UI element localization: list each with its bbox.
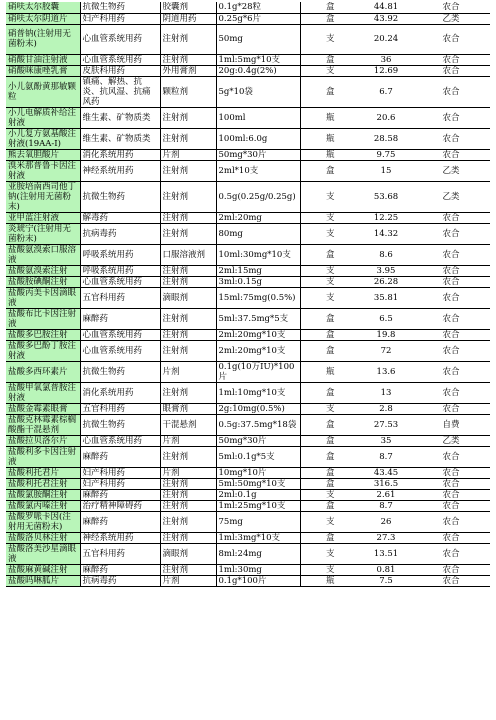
insurance-type-cell: 农合 — [442, 564, 460, 575]
drug-name-cell: 盐酸甲氧氯普胺注射液 — [6, 382, 80, 403]
category-cell: 麻醉药 — [80, 446, 160, 467]
insurance-type-cell: 农合 — [442, 500, 460, 511]
specification-cell: 1ml:10mg*10支 — [216, 382, 300, 403]
dosage-form-cell: 注射剂 — [160, 223, 216, 244]
insurance-type-cell: 农合 — [442, 2, 460, 13]
specification-cell: 1ml:30mg — [216, 564, 300, 575]
price-cell: 13.6 — [376, 366, 396, 377]
insurance-type-cell: 乙类 — [442, 13, 460, 24]
category-cell: 抗微生物药 — [80, 361, 160, 382]
insurance-type-cell: 农合 — [442, 467, 460, 478]
unit-cell: 支 — [325, 489, 335, 500]
drug-name-cell: 盐酸吗啉胍片 — [6, 575, 80, 586]
unit-cell: 盒 — [325, 478, 335, 489]
unit-cell: 盒 — [325, 419, 335, 430]
category-cell: 神经系统用药 — [80, 160, 160, 181]
table-row — [6, 128, 490, 149]
insurance-type-cell: 农合 — [442, 54, 460, 65]
drug-name-cell: 硝酸甘油注射液 — [6, 54, 80, 65]
price-cell: 36 — [380, 54, 392, 65]
dosage-form-cell: 注射剂 — [160, 276, 216, 287]
specification-cell: 8ml:24mg — [216, 543, 300, 564]
table-row — [6, 308, 490, 329]
price-cell: 20.24 — [373, 34, 399, 44]
table-row — [6, 54, 490, 65]
table-row — [6, 500, 490, 511]
insurance-type-cell: 农合 — [442, 212, 460, 223]
specification-cell: 2ml:0.1g — [216, 489, 300, 500]
category-cell: 抗微生物药 — [80, 414, 160, 435]
unit-cell: 支 — [325, 228, 335, 239]
insurance-type-cell: 农合 — [442, 403, 460, 414]
table-row — [6, 107, 490, 128]
unit-cell: 盒 — [325, 435, 335, 446]
specification-cell: 2ml:20mg*10支 — [216, 329, 300, 340]
dosage-form-cell: 片剂 — [160, 361, 216, 382]
dosage-form-cell: 注射剂 — [160, 128, 216, 149]
insurance-type-cell: 乙类 — [442, 165, 460, 176]
unit-cell: 支 — [325, 212, 335, 223]
insurance-type-cell: 农合 — [442, 387, 460, 398]
drug-name-cell: 熊去氧胆酸片 — [6, 149, 80, 160]
dosage-form-cell: 阴道用药 — [160, 13, 216, 24]
price-cell: 26 — [380, 516, 392, 527]
insurance-type-cell: 农合 — [442, 345, 460, 356]
table-row — [6, 149, 490, 160]
drug-name-cell: 亚胺培南西司他丁钠(注射用无菌粉末) — [6, 181, 80, 212]
unit-cell: 支 — [325, 265, 335, 276]
insurance-type-cell: 乙类 — [442, 191, 460, 202]
drug-name-cell: 盐酸胺碘酮注射 — [6, 276, 80, 287]
table-row — [6, 435, 490, 446]
table-row — [6, 65, 490, 76]
drug-name-cell: 盐酸氯胺酮注射 — [6, 489, 80, 500]
specification-cell: 100ml:6.0g — [216, 128, 300, 149]
specification-cell: 2ml:20mg — [216, 212, 300, 223]
category-cell: 抗微生物药 — [80, 2, 160, 13]
table-row — [6, 489, 490, 500]
dosage-form-cell: 注射剂 — [160, 511, 216, 532]
unit-cell: 支 — [325, 564, 335, 575]
table-row — [6, 2, 490, 13]
unit-cell: 盒 — [325, 165, 335, 176]
dosage-form-cell: 颗粒剂 — [160, 76, 216, 107]
insurance-type-cell: 农合 — [442, 112, 460, 123]
drug-name-cell: 溴米那普鲁卡因注射液 — [6, 160, 80, 181]
unit-cell: 盒 — [325, 500, 335, 511]
specification-cell: 50mg*30片 — [216, 149, 300, 160]
specification-cell: 100ml — [216, 107, 300, 128]
table-row — [6, 181, 490, 212]
table-row — [6, 511, 490, 532]
unit-cell: 盒 — [325, 54, 335, 65]
drug-name-cell: 盐酸氨溴索口服溶液 — [6, 244, 80, 265]
insurance-type-cell: 农合 — [442, 575, 460, 586]
category-cell: 皮肤科用药 — [80, 65, 160, 76]
dosage-form-cell: 注射剂 — [160, 160, 216, 181]
insurance-type-cell: 农合 — [442, 313, 460, 324]
specification-cell: 2ml:15mg — [216, 265, 300, 276]
drug-name-cell: 盐酸洛贝林注射 — [6, 532, 80, 543]
table-row — [6, 212, 490, 223]
specification-cell: 0.1g*100片 — [216, 575, 300, 586]
insurance-type-cell: 农合 — [442, 516, 460, 527]
insurance-type-cell: 农合 — [442, 478, 460, 489]
price-cell: 316.5 — [373, 478, 399, 489]
specification-cell: 1ml:5mg*10支 — [216, 54, 300, 65]
category-cell: 神经系统用药 — [80, 532, 160, 543]
specification-cell: 1ml:25mg*10支 — [216, 500, 300, 511]
table-row — [6, 414, 490, 435]
price-cell: 26.28 — [373, 276, 399, 287]
price-cell: 35.81 — [373, 292, 399, 303]
specification-cell: 0.25g*6片 — [216, 13, 300, 24]
unit-cell: 盒 — [325, 532, 335, 543]
drug-name-cell: 盐酸氯丙嗪注射 — [6, 500, 80, 511]
dosage-form-cell: 片剂 — [160, 467, 216, 478]
insurance-type-cell: 农合 — [442, 249, 460, 260]
table-row — [6, 287, 490, 308]
table-row — [6, 76, 490, 107]
dosage-form-cell: 注射剂 — [160, 181, 216, 212]
insurance-type-cell: 农合 — [442, 489, 460, 500]
unit-cell: 盒 — [325, 13, 335, 24]
dosage-form-cell: 注射剂 — [160, 308, 216, 329]
unit-cell: 盒 — [325, 313, 335, 324]
price-cell: 9.75 — [376, 149, 396, 160]
price-cell: 28.58 — [373, 133, 399, 144]
insurance-type-cell: 农合 — [442, 228, 460, 239]
category-cell: 抗病毒药 — [80, 223, 160, 244]
price-cell: 27.53 — [373, 419, 399, 430]
category-cell: 抗微生物药 — [80, 181, 160, 212]
price-cell: 14.32 — [373, 228, 399, 239]
insurance-type-cell: 乙类 — [442, 435, 460, 446]
insurance-type-cell: 自费 — [442, 419, 460, 430]
drug-name-cell: 盐酸多西环素片 — [6, 361, 80, 382]
specification-cell: 5ml:37.5mg*5支 — [216, 308, 300, 329]
price-cell: 8.7 — [379, 500, 393, 511]
unit-cell: 支 — [325, 34, 335, 44]
specification-cell: 50mg — [216, 24, 300, 54]
drug-name-cell: 硝呋太尔胶囊 — [6, 2, 80, 13]
price-cell: 43.92 — [373, 13, 399, 24]
table-row — [6, 382, 490, 403]
category-cell: 妇产科用药 — [80, 467, 160, 478]
insurance-type-cell: 农合 — [442, 329, 460, 340]
category-cell: 镇痛、解热、抗炎、抗风湿、抗痛风药 — [80, 76, 160, 107]
insurance-type-cell: 农合 — [442, 548, 460, 559]
unit-cell: 盒 — [325, 2, 335, 13]
category-cell: 麻醉药 — [80, 308, 160, 329]
category-cell: 五官科用药 — [80, 403, 160, 414]
table-row — [6, 265, 490, 276]
category-cell: 心血管系统用药 — [80, 54, 160, 65]
drug-name-cell: 盐酸麻黄碱注射 — [6, 564, 80, 575]
drug-name-cell: 盐酸多巴胺注射 — [6, 329, 80, 340]
price-cell: 15 — [380, 165, 392, 176]
drug-name-cell: 盐酸罗哌卡因(注射用无菌粉末) — [6, 511, 80, 532]
unit-cell: 瓶 — [325, 112, 335, 123]
dosage-form-cell: 注射剂 — [160, 212, 216, 223]
drug-name-cell: 盐酸丙美卡因滴眼液 — [6, 287, 80, 308]
unit-cell: 支 — [325, 191, 335, 202]
price-cell: 8.7 — [379, 451, 393, 462]
specification-cell: 0.1g(10万IU)*100片 — [216, 361, 300, 382]
price-cell: 27.3 — [376, 532, 396, 543]
specification-cell: 0.1g*28粒 — [216, 2, 300, 13]
category-cell: 五官科用药 — [80, 287, 160, 308]
dosage-form-cell: 注射剂 — [160, 500, 216, 511]
table-row — [6, 13, 490, 24]
drug-name-cell: 盐酸拉贝洛尔片 — [6, 435, 80, 446]
price-cell: 7.5 — [379, 575, 393, 586]
table-body — [6, 2, 490, 586]
category-cell: 麻醉药 — [80, 489, 160, 500]
price-cell: 3.95 — [376, 265, 396, 276]
table-row — [6, 403, 490, 414]
drug-name-cell: 盐酸利多卡因注射液 — [6, 446, 80, 467]
specification-cell: 5ml:0.1g*5支 — [216, 446, 300, 467]
drug-name-cell: 亚甲蓝注射液 — [6, 212, 80, 223]
specification-cell: 5g*10袋 — [216, 76, 300, 107]
category-cell: 心血管系统用药 — [80, 24, 160, 54]
category-cell: 消化系统用药 — [80, 149, 160, 160]
drug-name-cell: 硝酸咪康唑乳膏 — [6, 65, 80, 76]
dosage-form-cell: 注射剂 — [160, 329, 216, 340]
unit-cell: 盒 — [325, 451, 335, 462]
drug-name-cell: 盐酸利托君片 — [6, 467, 80, 478]
dosage-form-cell: 滴眼剂 — [160, 543, 216, 564]
specification-cell: 10ml:30mg*10支 — [216, 244, 300, 265]
dosage-form-cell: 胶囊剂 — [160, 2, 216, 13]
price-cell: 12.25 — [373, 212, 399, 223]
category-cell: 抗病毒药 — [80, 575, 160, 586]
specification-cell: 50mg*30片 — [216, 435, 300, 446]
price-cell: 13 — [380, 387, 392, 398]
unit-cell: 支 — [325, 403, 335, 414]
insurance-type-cell: 农合 — [442, 149, 460, 160]
dosage-form-cell: 注射剂 — [160, 564, 216, 575]
specification-cell: 80mg — [216, 223, 300, 244]
unit-cell: 瓶 — [325, 149, 335, 160]
price-cell: 8.6 — [379, 249, 393, 260]
insurance-type-cell: 农合 — [442, 34, 460, 44]
table-row — [6, 478, 490, 489]
specification-cell: 15ml:75mg(0.5%) — [216, 287, 300, 308]
table-row — [6, 361, 490, 382]
dosage-form-cell: 片剂 — [160, 575, 216, 586]
table-row — [6, 223, 490, 244]
insurance-type-cell: 农合 — [442, 133, 460, 144]
table-row — [6, 564, 490, 575]
drug-name-cell: 盐酸氨溴索注射 — [6, 265, 80, 276]
price-cell: 44.81 — [373, 2, 399, 13]
category-cell: 呼吸系统用药 — [80, 265, 160, 276]
unit-cell: 瓶 — [325, 133, 335, 144]
table-row — [6, 160, 490, 181]
price-cell: 0.81 — [376, 564, 396, 575]
dosage-form-cell: 滴眼剂 — [160, 287, 216, 308]
insurance-type-cell: 农合 — [442, 276, 460, 287]
unit-cell: 盒 — [325, 467, 335, 478]
specification-cell: 0.5g(0.25g/0.25g) — [216, 181, 300, 212]
table-row — [6, 340, 490, 361]
table-row — [6, 24, 490, 54]
price-cell: 12.69 — [373, 65, 399, 76]
unit-cell: 盒 — [325, 329, 335, 340]
price-cell: 43.45 — [373, 467, 399, 478]
dosage-form-cell: 注射剂 — [160, 24, 216, 54]
drug-name-cell: 炎琥宁(注射用无菌粉末) — [6, 223, 80, 244]
category-cell: 呼吸系统用药 — [80, 244, 160, 265]
category-cell: 解毒药 — [80, 212, 160, 223]
insurance-type-cell: 农合 — [442, 292, 460, 303]
dosage-form-cell: 注射剂 — [160, 265, 216, 276]
category-cell: 心血管系统用药 — [80, 340, 160, 361]
insurance-type-cell: 农合 — [442, 265, 460, 276]
drug-name-cell: 盐酸克林霉素棕榈酸酯干混悬剂 — [6, 414, 80, 435]
specification-cell: 1ml:3mg*10支 — [216, 532, 300, 543]
price-cell: 6.7 — [379, 86, 393, 97]
dosage-form-cell: 注射剂 — [160, 532, 216, 543]
insurance-type-cell: 农合 — [442, 451, 460, 462]
specification-cell: 20g:0.4g(2%) — [216, 65, 300, 76]
dosage-form-cell: 注射剂 — [160, 54, 216, 65]
category-cell: 维生素、矿物质类 — [80, 107, 160, 128]
specification-cell: 2g:10mg(0.5%) — [216, 403, 300, 414]
category-cell: 妇产科用药 — [80, 13, 160, 24]
drug-name-cell: 小儿氨酚黄那敏颗粒 — [6, 76, 80, 107]
unit-cell: 瓶 — [325, 366, 335, 377]
drug-name-cell: 小儿复方氨基酸注射液(19AA-Ⅰ) — [6, 128, 80, 149]
specification-cell: 5ml:50mg*10支 — [216, 478, 300, 489]
drug-name-cell: 盐酸多巴酚丁胺注射液 — [6, 340, 80, 361]
specification-cell: 2ml:20mg*10支 — [216, 340, 300, 361]
category-cell: 消化系统用药 — [80, 382, 160, 403]
unit-cell: 支 — [325, 516, 335, 527]
dosage-form-cell: 注射剂 — [160, 107, 216, 128]
specification-cell: 10mg*10片 — [216, 467, 300, 478]
insurance-type-cell: 农合 — [442, 366, 460, 377]
dosage-form-cell: 注射剂 — [160, 340, 216, 361]
table-row — [6, 276, 490, 287]
table-row — [6, 244, 490, 265]
drug-name-cell: 硝普钠(注射用无菌粉末) — [6, 24, 80, 54]
category-cell: 麻醉药 — [80, 564, 160, 575]
category-cell: 治疗精神障碍药 — [80, 500, 160, 511]
price-cell: 35 — [380, 435, 392, 446]
insurance-type-cell: 农合 — [442, 86, 460, 97]
category-cell: 麻醉药 — [80, 511, 160, 532]
category-cell: 五官科用药 — [80, 543, 160, 564]
table-row — [6, 467, 490, 478]
drug-name-cell: 盐酸利托君注射 — [6, 478, 80, 489]
dosage-form-cell: 干混悬剂 — [160, 414, 216, 435]
dosage-form-cell: 注射剂 — [160, 446, 216, 467]
unit-cell: 盒 — [325, 249, 335, 260]
drug-name-cell: 硝呋太尔阴道片 — [6, 13, 80, 24]
dosage-form-cell: 片剂 — [160, 149, 216, 160]
unit-cell: 瓶 — [325, 575, 335, 586]
price-cell: 72 — [380, 345, 392, 356]
table-row — [6, 575, 490, 586]
insurance-type-cell: 农合 — [442, 65, 460, 76]
unit-cell: 支 — [325, 65, 335, 76]
category-cell: 心血管系统用药 — [80, 435, 160, 446]
insurance-type-cell: 农合 — [442, 532, 460, 543]
table-row — [6, 543, 490, 564]
specification-cell: 2ml*10支 — [216, 160, 300, 181]
unit-cell: 盒 — [325, 387, 335, 398]
dosage-form-cell: 口服溶液剂 — [160, 244, 216, 265]
price-cell: 2.8 — [379, 403, 393, 414]
table-row — [6, 446, 490, 467]
category-cell: 心血管系统用药 — [80, 329, 160, 340]
category-cell: 妇产科用药 — [80, 478, 160, 489]
category-cell: 维生素、矿物质类 — [80, 128, 160, 149]
drug-name-cell: 盐酸洛美沙星滴眼液 — [6, 543, 80, 564]
dosage-form-cell: 眼膏剂 — [160, 403, 216, 414]
category-cell: 心血管系统用药 — [80, 276, 160, 287]
table-row — [6, 532, 490, 543]
unit-cell: 盒 — [325, 86, 335, 97]
dosage-form-cell: 片剂 — [160, 435, 216, 446]
drug-name-cell: 小儿电解质补给注射液 — [6, 107, 80, 128]
price-cell: 20.6 — [376, 112, 396, 123]
price-cell: 13.51 — [373, 548, 399, 559]
price-cell: 6.5 — [379, 313, 393, 324]
unit-cell: 支 — [325, 292, 335, 303]
drug-name-cell: 盐酸金霉素眼膏 — [6, 403, 80, 414]
unit-cell: 盒 — [325, 345, 335, 356]
table-row — [6, 329, 490, 340]
drug-price-table — [6, 2, 490, 587]
dosage-form-cell: 注射剂 — [160, 478, 216, 489]
price-cell: 2.61 — [376, 489, 396, 500]
unit-cell: 支 — [325, 276, 335, 287]
specification-cell: 75mg — [216, 511, 300, 532]
price-cell: 19.8 — [376, 329, 396, 340]
dosage-form-cell: 注射剂 — [160, 382, 216, 403]
unit-cell: 支 — [325, 548, 335, 559]
specification-cell: 3ml:0.15g — [216, 276, 300, 287]
specification-cell: 0.5g:37.5mg*18袋 — [216, 414, 300, 435]
price-cell: 53.68 — [373, 191, 399, 202]
drug-name-cell: 盐酸布比卡因注射液 — [6, 308, 80, 329]
dosage-form-cell: 外用膏剂 — [160, 65, 216, 76]
dosage-form-cell: 注射剂 — [160, 489, 216, 500]
